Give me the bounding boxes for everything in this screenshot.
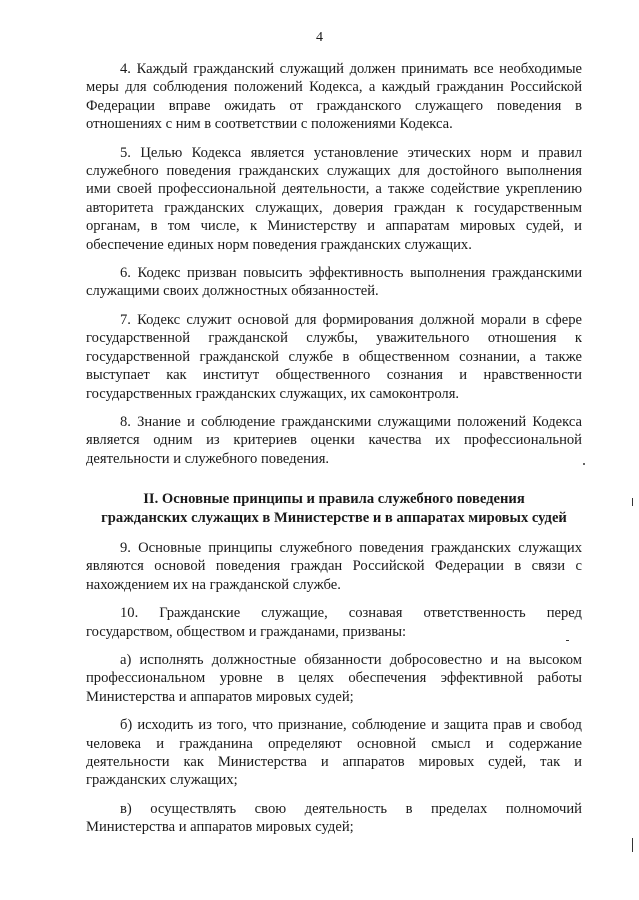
paragraph-10-a: а) исполнять должностные обязанности добросовестно и на высоком профессиональном уровне в целях обеспечения эффективной работы Министерства и аппаратов мировых судей; — [86, 651, 582, 705]
paragraph-4: 4. Каждый гражданский служащий должен принимать все необходимые меры для соблюдения положений Кодекса, а каждый гражданин Российской Федерации вправе ожидать от гражданского служащего поведения в отношениях с ним в соответствии с положениями Кодекса. — [86, 61, 582, 133]
scan-speck — [583, 463, 585, 465]
paragraph-10: 10. Гражданские служащие, сознавая ответственность перед государством, обществом и гражданами, призваны: — [86, 605, 582, 640]
section-heading — [86, 490, 582, 527]
paragraph-5: 5. Целью Кодекса является установление этических норм и правил служебного поведения гражданских служащих для достойного выполнения ими своей профессиональной деятельности, а также содействие укреплению авторитета гражданских служащих, доверия граждан к государственным органам, в том числе, к Министерству и аппаратам мировых судей, и обеспечение единых норм поведения гражданских служащих. — [86, 144, 582, 253]
paragraph-8: 8. Знание и соблюдение гражданскими служащими положений Кодекса является одним из критериев оценки качества их профессиональной деятельности и служебного поведения. — [86, 413, 582, 467]
scan-speck — [566, 640, 569, 641]
paragraph-9: 9. Основные принципы служебного поведения гражданских служащих являются основой поведения граждан Российской Федерации в связи с нахождением их на гражданской службе. — [86, 539, 582, 593]
document-body — [86, 60, 582, 847]
paragraph-10-v: в) осуществлять свою деятельность в пределах полномочий Министерства и аппаратов мировых судей; — [86, 800, 582, 836]
section-heading-line-1: II. Основные принципы и правила служебного поведения — [143, 491, 525, 508]
section-heading-line-2: гражданских служащих в Министерстве и в аппаратах мировых судей — [101, 509, 567, 526]
paragraph-10-b: б) исходить из того, что признание, соблюдение и защита прав и свобод человека и гражданина определяют основной смысл и содержание деятельности как Министерства и аппаратов мировых судей, так и гражданских служащих; — [86, 717, 582, 789]
page-number: 4 — [316, 30, 323, 45]
paragraph-7: 7. Кодекс служит основой для формирования должной морали в сфере государственной гражданской службы, уважительного отношения к государственной гражданской службе в общественном сознании, а также выступает как институт общественного сознания и нравственности государственных гражданских служащих, их самоконтроля. — [86, 311, 582, 402]
paragraph-6: 6. Кодекс призван повысить эффективность выполнения гражданскими служащими своих должностных обязанностей. — [86, 265, 582, 300]
scan-speck — [632, 838, 633, 852]
scan-speck — [632, 498, 633, 506]
